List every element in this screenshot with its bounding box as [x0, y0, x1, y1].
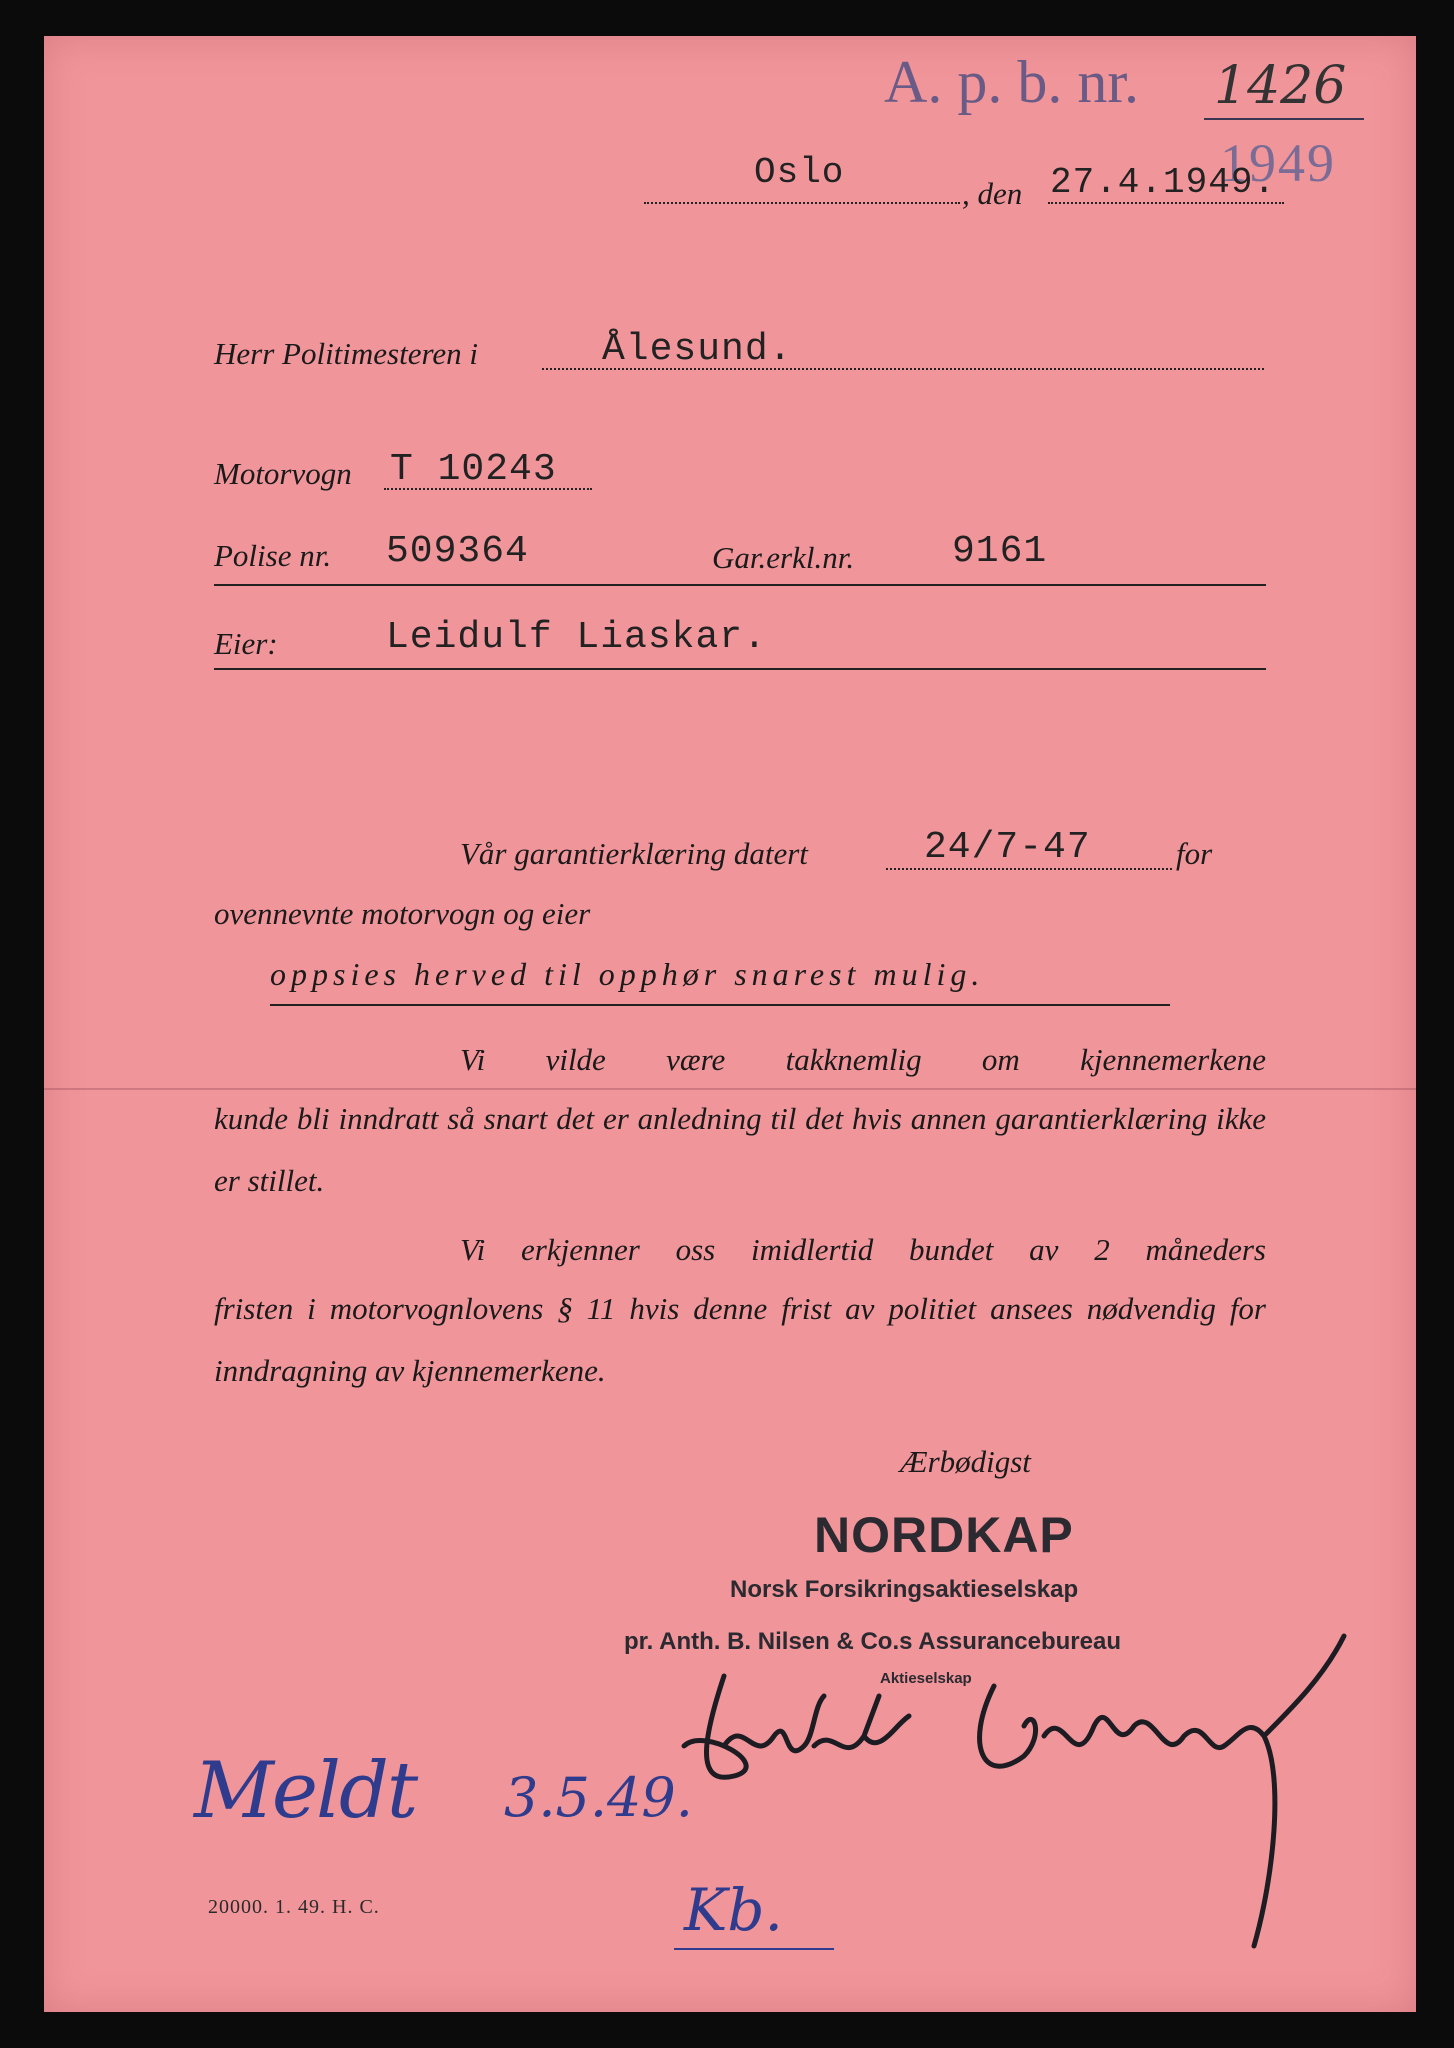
document-sheet — [44, 36, 1416, 2012]
declaration-line2: ovennevnte motorvogn og eier — [214, 896, 591, 931]
company-line2: pr. Anth. B. Nilsen & Co.s Assurancebureau — [624, 1628, 1121, 1655]
handwritten-note: Meldt — [194, 1746, 417, 1836]
print-code: 20000. 1. 49. H. C. — [208, 1896, 380, 1918]
company-name: NORDKAP — [814, 1507, 1074, 1563]
paragraph1-first-line: Vi vilde være takknemlig om kjennemerkene — [460, 1042, 1266, 1077]
policy-value: 509364 — [386, 530, 529, 573]
guarantee-label: Gar.erkl.nr. — [712, 540, 855, 575]
declaration-prefix: Vår garantierklæring datert — [460, 836, 808, 871]
recipient-value: Ålesund. — [602, 328, 793, 371]
declaration-suffix: for — [1176, 836, 1213, 871]
recipient-label: Herr Politimesteren i — [214, 336, 479, 371]
place-dots — [644, 202, 960, 204]
closing: Ærbødigst — [900, 1444, 1031, 1479]
paragraph1-rest: kunde bli inndratt så snart det er anledning til det hvis annen garantierklæring ikke er stillet. — [214, 1101, 1266, 1198]
letter-date: 27.4.1949. — [1050, 162, 1277, 203]
vehicle-label: Motorvogn — [214, 456, 352, 491]
company-line3: Aktieselskap — [880, 1670, 972, 1687]
vehicle-value: T 10243 — [390, 448, 557, 491]
den-label: , den — [962, 176, 1023, 211]
registry-label: A. p. b. nr. — [884, 49, 1139, 115]
declaration-date: 24/7-47 — [924, 826, 1091, 869]
place-city: Oslo — [754, 152, 845, 193]
registry-stamp — [884, 48, 1139, 117]
paragraph2-rest: fristen i motorvognlovens § 11 hvis denne frist av politiet ansees nødvendig for inndragning av kjennemerkene. — [214, 1291, 1266, 1388]
registry-number: 1426 — [1214, 56, 1347, 116]
owner-label: Eier: — [214, 626, 278, 661]
handwritten-date: 3.5.49. — [504, 1766, 693, 1829]
policy-rule — [214, 584, 1266, 586]
handwritten-initials: Kb. — [684, 1876, 783, 1944]
registry-number-line — [1204, 118, 1364, 120]
company-line1: Norsk Forsikringsaktieselskap — [730, 1576, 1079, 1603]
owner-rule — [214, 668, 1266, 670]
registry-year: 1949 — [1220, 133, 1336, 193]
paragraph2-first-line: Vi erkjenner oss imidlertid bundet av 2 måneders — [460, 1232, 1266, 1267]
initials-underline — [674, 1948, 834, 1950]
termination-notice: oppsies herved til opphør snarest mulig. — [270, 956, 985, 992]
owner-value: Leidulf Liaskar. — [386, 616, 767, 659]
policy-label: Polise nr. — [214, 538, 332, 573]
guarantee-value: 9161 — [952, 530, 1048, 573]
termination-underline — [270, 1004, 1170, 1006]
